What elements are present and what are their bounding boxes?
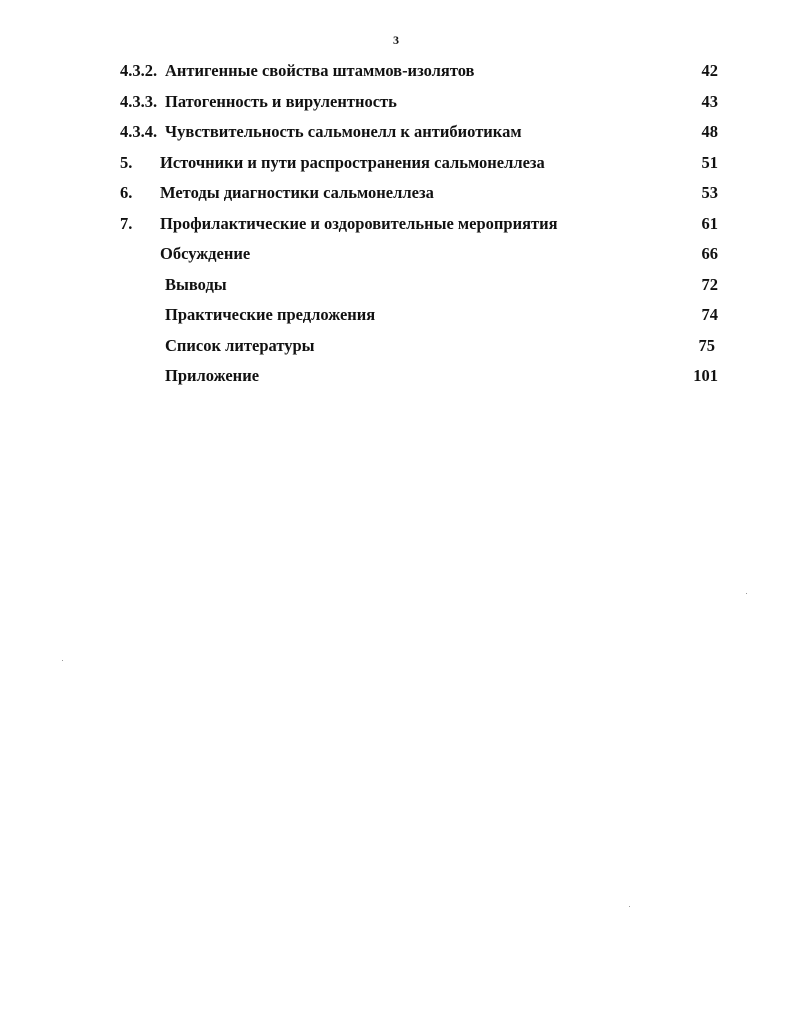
toc-entry-title: Список литературы [165,335,315,355]
toc-entry-page: 43 [701,91,718,111]
toc-entry-title: Методы диагностики сальмонеллеза [160,183,434,202]
toc-entry-number: 4.3.2. [120,61,158,80]
toc-entry-page: 42 [701,61,718,80]
page-number: 3 [393,33,399,47]
toc-entry-number: 7. [120,213,133,233]
toc-entry-page: 72 [701,274,718,294]
toc-entry-number: 5. [120,152,133,172]
toc-entry [0,152,792,183]
toc-entry [0,91,792,122]
toc-entry [0,182,792,213]
scan-speck [746,593,747,594]
toc-entry-number: 4.3.3. [120,91,158,111]
toc-entry-page: 51 [701,152,718,172]
toc-entry-title: Профилактические и оздоровительные мероприятия [160,213,558,233]
toc-entry [0,121,792,152]
toc-entry-page: 61 [701,213,718,233]
toc-entry-page: 48 [701,122,718,141]
toc-entry-title: Антигенные свойства штаммов-изолятов [165,61,475,80]
toc-entry-page: 66 [701,244,718,263]
toc-entry-title: Чувствительность сальмонелл к антибиотикам [165,122,522,141]
toc-entry-page: 74 [701,305,718,324]
toc-entry [0,335,792,366]
toc-entry [0,213,792,244]
toc-entry-page: 101 [693,366,718,385]
toc-entry [0,60,792,91]
toc-entry-number: 4.3.4. [120,122,158,141]
toc-entry-title: Выводы [165,274,227,294]
toc-entry-title: Приложение [165,366,260,385]
toc-entry-page: 75 [698,335,715,355]
toc-entry-title: Источники и пути распространения сальмонеллеза [160,152,545,172]
table-of-contents [0,60,792,396]
toc-entry-title: Практические предложения [165,305,376,324]
toc-entry-number: 6. [120,183,133,202]
toc-entry [0,304,792,335]
scan-speck [629,906,630,907]
toc-entry [0,243,792,274]
scan-speck [62,660,63,661]
toc-entry-title: Патогенность и вирулентность [165,91,397,111]
toc-entry [0,365,792,396]
toc-entry-title: Обсуждение [160,244,251,263]
toc-entry [0,274,792,305]
toc-entry-page: 53 [701,183,718,202]
